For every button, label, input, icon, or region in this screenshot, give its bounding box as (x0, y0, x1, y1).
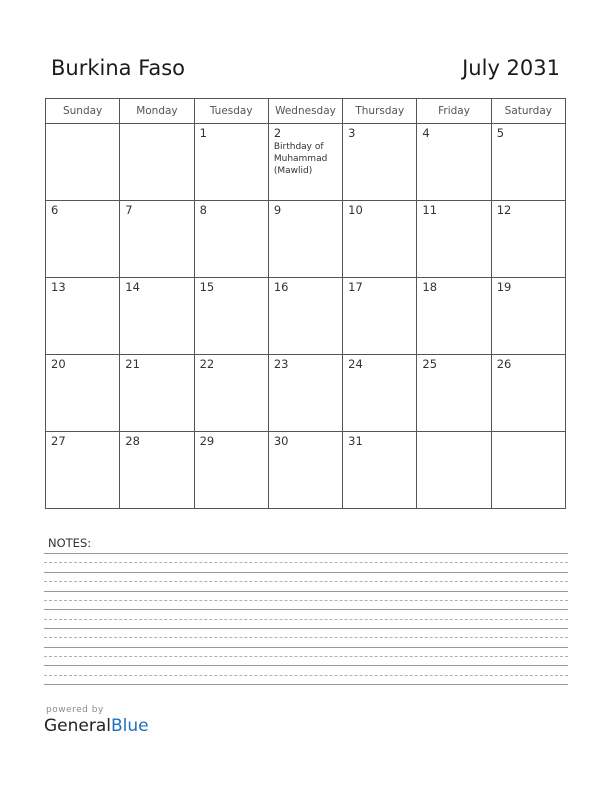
day-cell (268, 278, 342, 355)
day-cell (194, 355, 268, 432)
weekday-header: Friday (417, 99, 491, 124)
day-number: 6 (51, 203, 59, 217)
day-number: 3 (348, 126, 356, 140)
week-row (46, 355, 566, 432)
day-cell (194, 124, 268, 201)
notes-label: NOTES: (48, 536, 92, 550)
notes-line (44, 581, 568, 582)
day-number: 22 (199, 357, 215, 371)
day-number: 23 (273, 357, 289, 371)
month-title: July 2031 (462, 56, 560, 80)
day-number: 25 (422, 357, 438, 371)
brand-general: General (44, 716, 111, 736)
day-cell (417, 278, 491, 355)
day-number: 7 (125, 203, 133, 217)
day-cell (194, 278, 268, 355)
notes-line (44, 665, 568, 666)
day-cell (417, 432, 491, 509)
holiday-event: Birthday of Muhammad (Mawlid) (273, 142, 328, 176)
day-cell (343, 124, 417, 201)
day-cell (120, 355, 194, 432)
day-number (120, 124, 193, 126)
week-row (46, 278, 566, 355)
day-number: 18 (422, 280, 438, 294)
day-cell (120, 278, 194, 355)
day-number: 28 (125, 434, 140, 448)
week-row (46, 201, 566, 278)
day-number: 2 (273, 126, 282, 140)
notes-line (44, 591, 568, 592)
notes-line (44, 656, 568, 657)
weekday-header: Wednesday (268, 99, 342, 124)
day-number: 19 (496, 280, 512, 294)
day-cell (46, 201, 120, 278)
notes-line (44, 619, 568, 620)
day-cell (46, 124, 120, 201)
notes-line (44, 637, 568, 638)
weekday-header: Tuesday (194, 99, 268, 124)
day-cell (343, 201, 417, 278)
day-number (46, 124, 119, 126)
day-cell (417, 201, 491, 278)
day-number: 29 (199, 434, 215, 448)
day-number: 20 (51, 357, 66, 371)
day-number: 27 (51, 434, 66, 448)
day-number: 24 (348, 357, 363, 371)
day-cell (268, 355, 342, 432)
day-cell (46, 278, 120, 355)
day-cell (268, 124, 342, 201)
day-number: 30 (273, 434, 289, 448)
day-number: 1 (199, 126, 207, 140)
day-cell (417, 124, 491, 201)
day-number (492, 432, 565, 434)
day-cell (343, 278, 417, 355)
brand-logo (44, 716, 149, 736)
day-cell (491, 201, 565, 278)
day-number: 15 (199, 280, 215, 294)
week-row (46, 124, 566, 201)
notes-line (44, 609, 568, 610)
powered-by-text: powered by (46, 705, 104, 715)
day-cell (46, 432, 120, 509)
day-number: 26 (496, 357, 512, 371)
day-cell (491, 432, 565, 509)
day-number: 11 (422, 203, 438, 217)
day-cell (343, 432, 417, 509)
day-cell (120, 201, 194, 278)
day-cell (491, 124, 565, 201)
calendar-grid (45, 98, 566, 509)
weekday-header: Monday (120, 99, 194, 124)
day-cell (120, 124, 194, 201)
country-title: Burkina Faso (51, 56, 186, 80)
day-number: 14 (125, 280, 140, 294)
weekday-header: Sunday (46, 99, 120, 124)
weekday-header: Thursday (343, 99, 417, 124)
day-number: 16 (273, 280, 289, 294)
day-number: 8 (199, 203, 207, 217)
day-number: 21 (125, 357, 140, 371)
brand-blue: Blue (111, 716, 149, 736)
day-cell (194, 201, 268, 278)
day-number: 9 (273, 203, 282, 217)
day-number: 13 (51, 280, 66, 294)
notes-line (44, 684, 568, 685)
notes-line (44, 572, 568, 573)
day-cell (194, 432, 268, 509)
day-number: 31 (348, 434, 363, 448)
day-cell (491, 278, 565, 355)
day-number: 10 (348, 203, 363, 217)
notes-line (44, 562, 568, 563)
day-cell (46, 355, 120, 432)
weekday-header-row (46, 99, 566, 124)
day-cell (417, 355, 491, 432)
day-number: 5 (496, 126, 505, 140)
day-cell (343, 355, 417, 432)
day-number: 17 (348, 280, 363, 294)
day-number (417, 432, 490, 434)
day-number: 4 (422, 126, 430, 140)
notes-line (44, 628, 568, 629)
day-cell (491, 355, 565, 432)
notes-line (44, 553, 568, 554)
day-number: 12 (496, 203, 512, 217)
day-cell (268, 201, 342, 278)
week-row (46, 432, 566, 509)
notes-line (44, 647, 568, 648)
day-cell (120, 432, 194, 509)
notes-line (44, 675, 568, 676)
notes-line (44, 600, 568, 601)
weekday-header: Saturday (491, 99, 565, 124)
day-cell (268, 432, 342, 509)
